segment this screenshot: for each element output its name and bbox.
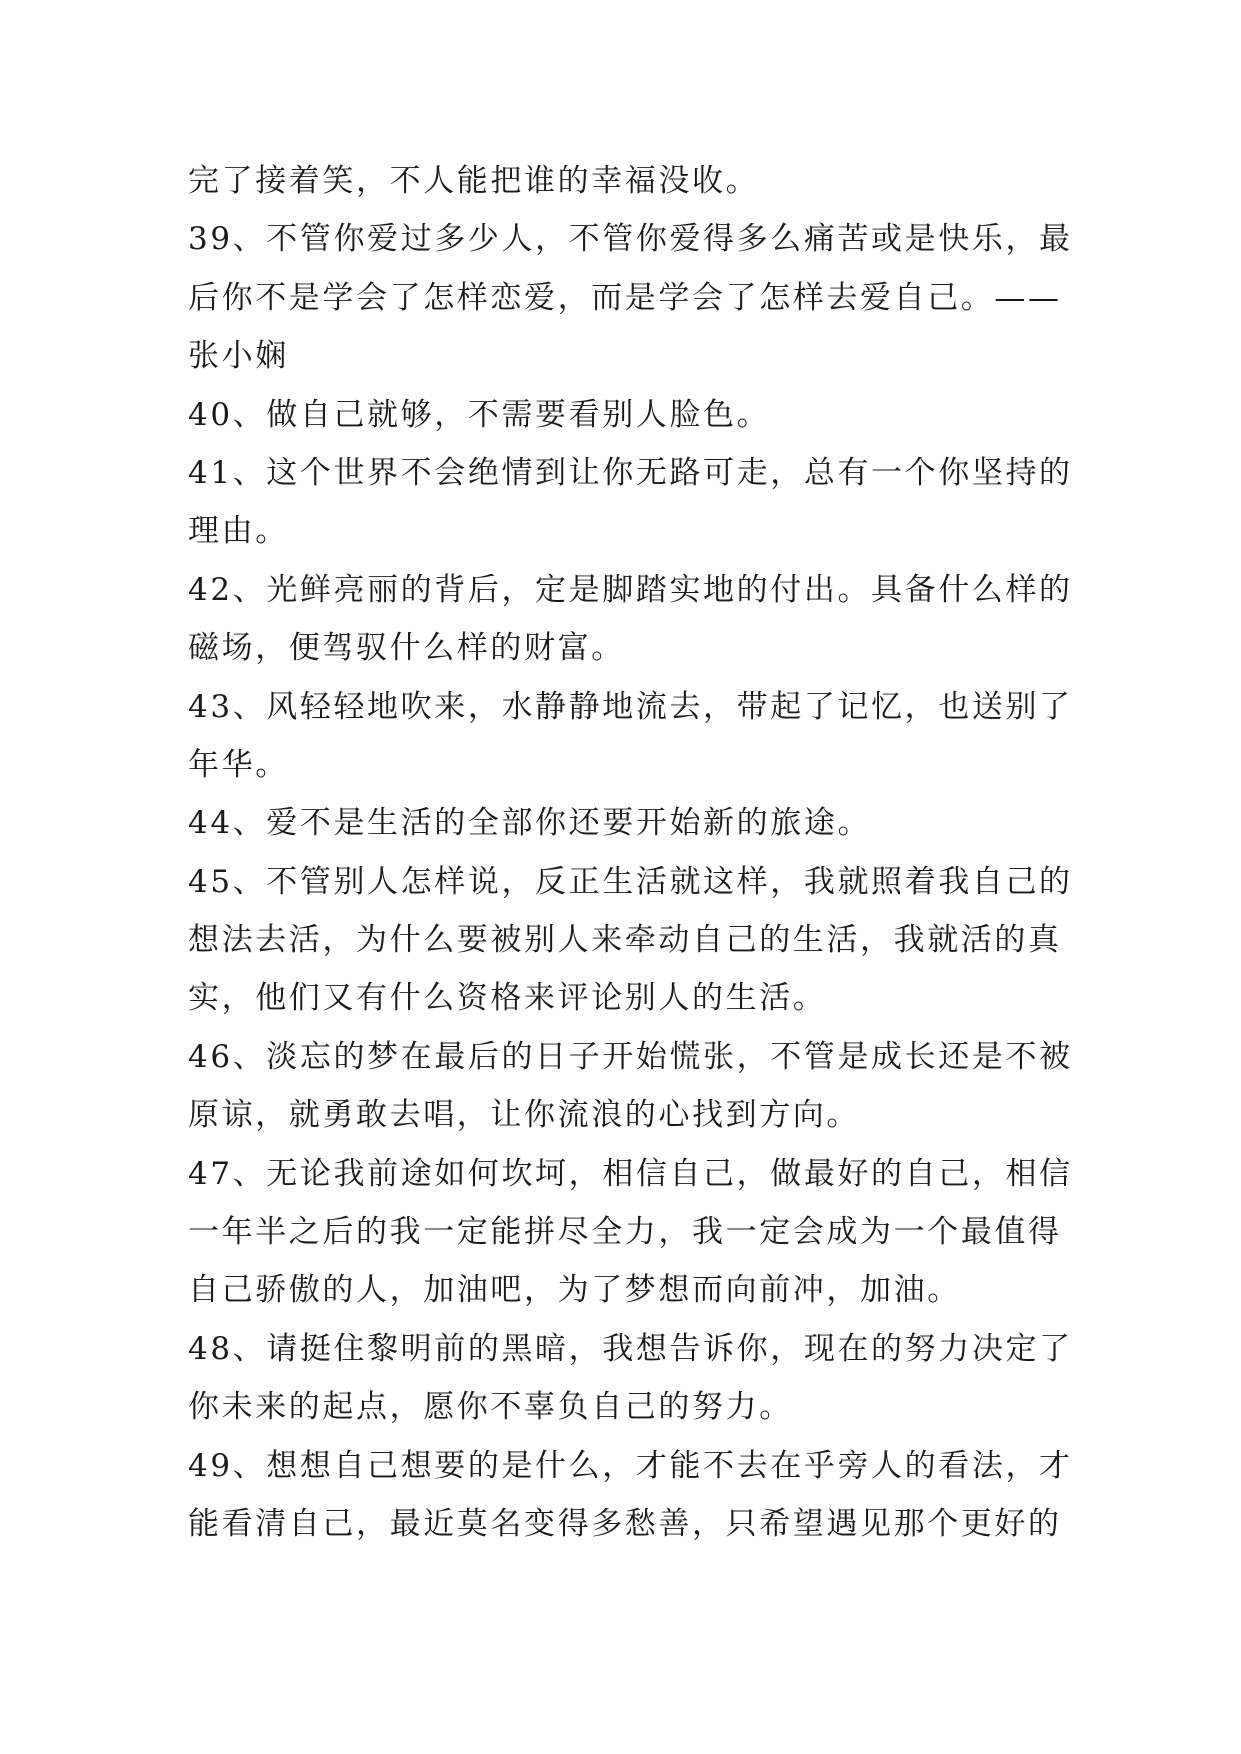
text-line: 46、淡忘的梦在最后的日子开始慌张，不管是成长还是不被 <box>188 1038 1073 1075</box>
text-line: 40、做自己就够，不需要看别人脸色。 <box>188 396 771 433</box>
text-line: 48、请挺住黎明前的黑暗，我想告诉你，现在的努力决定了 <box>188 1330 1073 1367</box>
text-line: 一年半之后的我一定能拼尽全力，我一定会成为一个最值得 <box>188 1214 1062 1251</box>
text-line: 实，他们又有什么资格来评论别人的生活。 <box>188 980 827 1017</box>
text-line: 自己骄傲的人，加油吧，为了梦想而向前冲，加油。 <box>188 1272 961 1309</box>
text-line: 45、不管别人怎样说，反正生活就这样，我就照着我自己的 <box>188 863 1073 900</box>
text-line: 47、无论我前途如何坎坷，相信自己，做最好的自己，相信 <box>188 1155 1073 1192</box>
text-line: 你未来的起点，愿你不辜负自己的努力。 <box>188 1389 793 1426</box>
text-line: 42、光鲜亮丽的背后，定是脚踏实地的付出。具备什么样的 <box>188 571 1073 608</box>
text-line: 后你不是学会了怎样恋爱，而是学会了怎样去爱自己。—— <box>188 279 1062 316</box>
document-body <box>188 152 1073 1553</box>
text-line: 磁场，便驾驭什么样的财富。 <box>188 630 625 667</box>
text-line: 41、这个世界不会绝情到让你无路可走，总有一个你坚持的 <box>188 454 1073 491</box>
text-line: 张小娴 <box>188 338 289 375</box>
text-line: 年华。 <box>188 746 289 783</box>
text-line: 49、想想自己想要的是什么，才能不去在乎旁人的看法，才 <box>188 1447 1073 1484</box>
text-line: 能看清自己，最近莫名变得多愁善，只希望遇见那个更好的 <box>188 1505 1062 1542</box>
text-line: 想法去活，为什么要被别人来牵动自己的生活，我就活的真 <box>188 922 1062 959</box>
text-line: 44、爱不是生活的全部你还要开始新的旅途。 <box>188 805 872 842</box>
text-line: 完了接着笑，不人能把谁的幸福没收。 <box>188 163 760 199</box>
text-line: 理由。 <box>188 513 289 550</box>
text-line: 原谅，就勇敢去唱，让你流浪的心找到方向。 <box>188 1097 860 1134</box>
text-line: 43、风轻轻地吹来，水静静地流去，带起了记忆，也送别了 <box>188 688 1073 725</box>
text-line: 39、不管你爱过多少人，不管你爱得多么痛苦或是快乐，最 <box>188 221 1073 258</box>
